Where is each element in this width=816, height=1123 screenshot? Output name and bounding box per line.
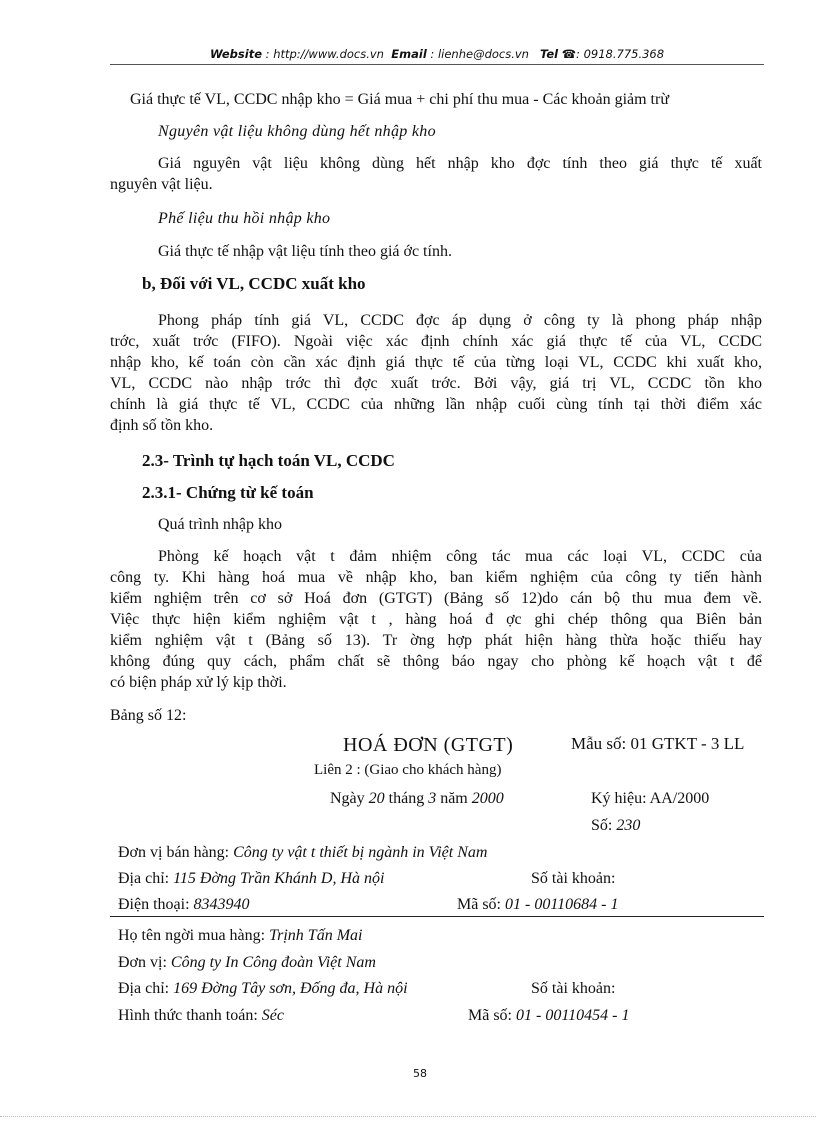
phone-icon: ☎ [561, 47, 577, 61]
text-line: Giá nguyên vật liệu không dùng hết nhập kho đợc tính theo giá thực tế xuất [158, 155, 762, 172]
payment-row [118, 1005, 284, 1026]
invoice-number-label: Số: [591, 817, 613, 834]
table-label: Bảng số 12: [110, 707, 187, 724]
email-address[interactable]: : lienhe@docs.vn [430, 47, 529, 61]
buyer-unit-row [118, 952, 376, 973]
text-line: chính là giá thực tế VL, CCDC của những lần nhập cuối cùng tính tại thời điểm xác [110, 396, 762, 413]
invoice-date [330, 788, 504, 809]
invoice-copy: Liên 2 : (Giao cho khách hàng) [314, 762, 502, 778]
text-line: VL, CCDC nào nhập trớc thì đợc xuất trớc. Bởi vậy, giá trị VL, CCDC tồn kho [110, 375, 762, 392]
text-line: Phòng kế hoạch vật t đảm nhiệm công tác mua các loại VL, CCDC của [158, 548, 762, 565]
buyer-tax-label: Mã số: [468, 1007, 512, 1024]
text-line: có biện pháp xử lý kịp thời. [110, 674, 287, 691]
seller-tax-row [457, 894, 618, 915]
seller-value: Công ty vật t thiết bị ngành in Việt Nam [233, 844, 488, 861]
buyer-address-label: Địa chỉ: [118, 980, 170, 997]
text-line: nguyên vật liệu. [110, 176, 213, 193]
page-bottom-divider [0, 1116, 816, 1117]
heading-2-3-1: 2.3.1- Chứng từ kế toán [142, 483, 314, 502]
text-line: Việc thực hiện kiểm nghiệm vật t , hàng hoá đ ợc ghi chép thông qua Biên bản [110, 611, 762, 628]
seller-label: Đơn vị bán hàng: [118, 844, 230, 861]
subheading-unused-materials: Nguyên vật liệu không dùng hết nhập kho [158, 123, 436, 140]
buyer-name-value: Trịnh Tấn Mai [269, 927, 363, 944]
seller-tax-label: Mã số: [457, 896, 501, 913]
payment-label: Hình thức thanh toán: [118, 1007, 258, 1024]
text-line: kiểm nghiệm vật t (Bảng số 13). Tr ờng hợp phát hiện hàng thừa hoặc thiếu hay [110, 632, 762, 649]
text-line: định số tồn kho. [110, 417, 214, 434]
invoice-number-value: 230 [616, 817, 641, 834]
date-year-label: năm [440, 790, 468, 807]
buyer-address-value: 169 Đờng Tây sơn, Đống đa, Hà nội [173, 980, 408, 997]
date-year: 2000 [471, 790, 504, 807]
payment-value: Séc [261, 1007, 284, 1024]
seller-account-label: Số tài khoản: [531, 870, 616, 887]
buyer-account-label: Số tài khoản: [531, 980, 616, 997]
seller-tax-value: 01 - 00110684 - 1 [505, 896, 619, 913]
text-line: công ty. Khi hàng hoá mua về nhập kho, ban kiểm nghiệm của công ty tiến hành [110, 569, 762, 586]
tel-label: Tel [539, 47, 559, 61]
invoice-divider [110, 916, 764, 917]
text-line: nhập kho, kế toán còn cần xác định giá thực tế của từng loại VL, CCDC khi xuất kho, [110, 354, 762, 371]
website-label: Website [209, 47, 263, 61]
buyer-name-label: Họ tên ngời mua hàng: [118, 927, 266, 944]
price-formula: Giá thực tế VL, CCDC nhập kho = Giá mua + chi phí thu mua - Các khoản giảm trừ [130, 91, 669, 108]
date-day: 20 [368, 790, 385, 807]
date-month-label: tháng [388, 790, 425, 807]
buyer-name-row [118, 925, 362, 946]
seller-phone-label: Điện thoại: [118, 896, 190, 913]
seller-address-row [118, 868, 384, 889]
invoice-symbol: Ký hiệu: AA/2000 [591, 790, 710, 807]
section-heading-b: b, Đối với VL, CCDC xuất kho [142, 274, 366, 293]
text-line: kiểm nghiệm trên cơ sở Hoá đơn (GTGT) (Bảng số 12)do cán bộ thu mua đem về. [110, 590, 762, 607]
seller-address-value: 115 Đờng Trần Khánh D, Hà nội [173, 870, 385, 887]
tel-number: : 0918.775.368 [576, 47, 665, 61]
subheading-scrap: Phế liệu thu hồi nhập kho [158, 210, 331, 227]
text-line: Giá thực tế nhập vật liệu tính theo giá ớc tính. [158, 243, 452, 260]
buyer-unit-label: Đơn vị: [118, 954, 167, 971]
buyer-unit-value: Công ty In Công đoàn Việt Nam [170, 954, 376, 971]
text-line: Phong pháp tính giá VL, CCDC đợc áp dụng ở công ty là phong pháp nhập [158, 312, 762, 329]
page-number: 58 [413, 1067, 427, 1080]
text-line: không đúng quy cách, phẩm chất sẽ thông báo ngay cho phòng kế hoạch vật t để [110, 653, 762, 670]
invoice-form-number: Mẫu số: 01 GTKT - 3 LL [571, 734, 745, 753]
website-url[interactable]: : http://www.docs.vn [265, 47, 384, 61]
date-month: 3 [428, 790, 437, 807]
seller-phone-value: 8343940 [193, 896, 250, 913]
buyer-tax-row [468, 1005, 629, 1026]
buyer-tax-value: 01 - 00110454 - 1 [516, 1007, 630, 1024]
process-label: Quá trình nhập kho [158, 516, 282, 533]
invoice-title: HOÁ ĐƠN (GTGT) [343, 734, 514, 756]
heading-2-3: 2.3- Trình tự hạch toán VL, CCDC [142, 451, 395, 470]
seller-address-label: Địa chỉ: [118, 870, 170, 887]
email-label: Email [391, 47, 427, 61]
seller-row [118, 842, 487, 863]
text-line: trớc, xuất trớc (FIFO). Ngoài việc xác định chính xác giá thực tế của VL, CCDC [110, 333, 762, 350]
invoice-number [591, 815, 640, 836]
page-header [110, 47, 764, 65]
date-prefix: Ngày [330, 790, 365, 807]
buyer-address-row [118, 978, 408, 999]
seller-phone-row [118, 894, 250, 915]
